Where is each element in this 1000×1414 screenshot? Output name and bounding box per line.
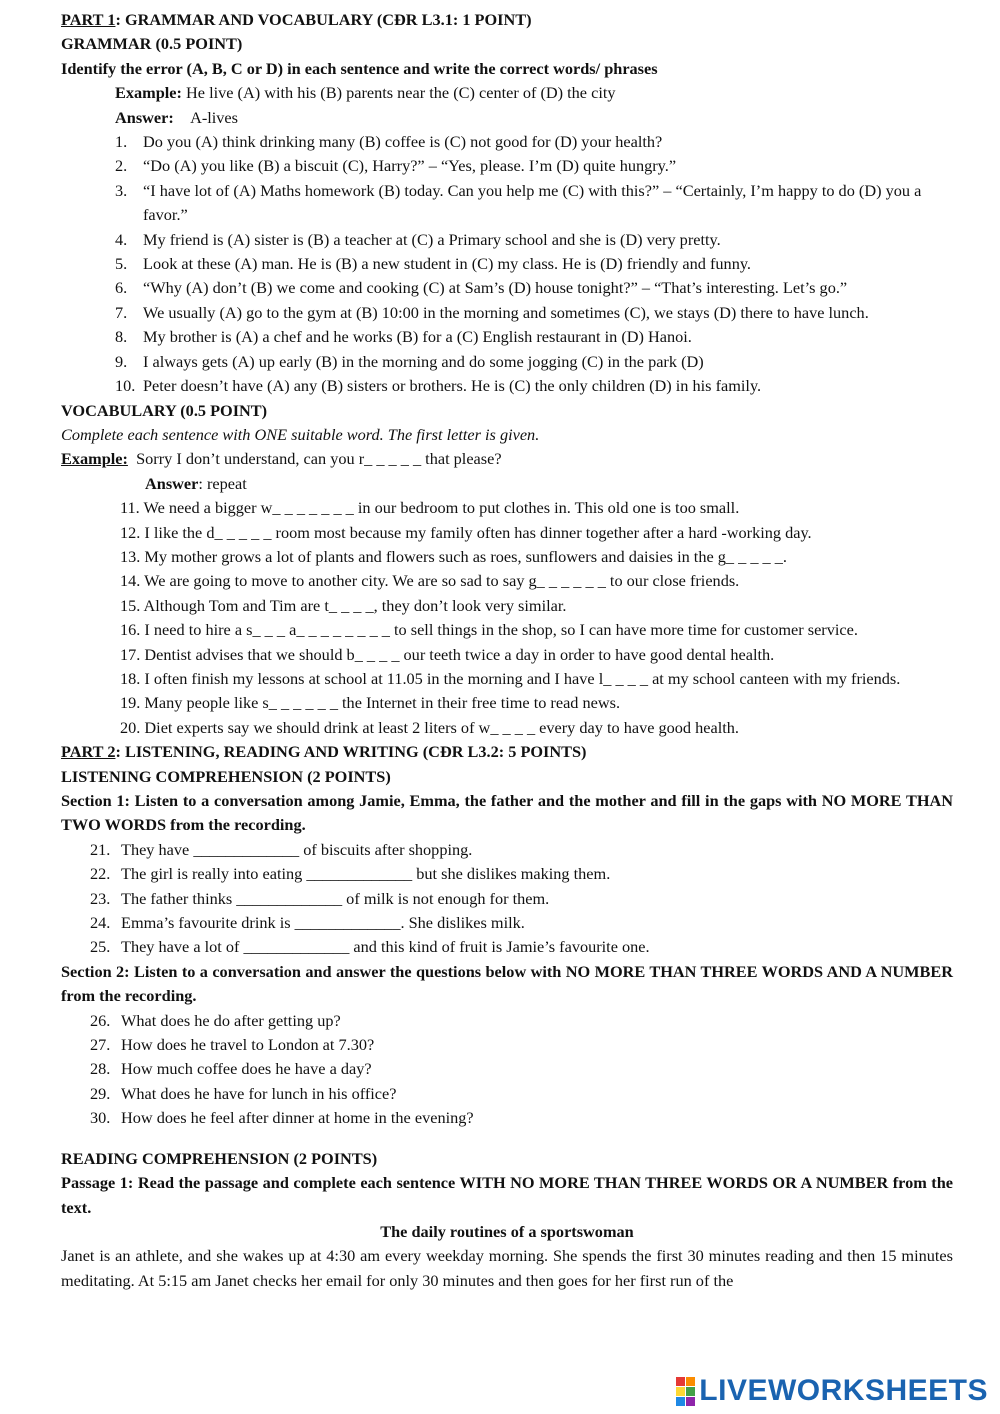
part2-label: PART 2 (61, 742, 116, 762)
liveworksheets-logo-icon (676, 1377, 695, 1406)
grammar-item: 8. My brother is (A) a chef and he works (B) for a (C) English restaurant in (D) Hanoi. (115, 327, 692, 347)
grammar-item: 5. Look at these (A) man. He is (B) a new student in (C) my class. He is (D) friendly and funny. (115, 254, 751, 274)
grammar-item: 9. I always gets (A) up early (B) in the morning and do some jogging (C) in the park (D) (115, 351, 704, 371)
listening-item: 25. They have a lot of _____________ and this kind of fruit is Jamie’s favourite one. (90, 937, 650, 957)
vocabulary-item: 11. We need a bigger w_ _ _ _ _ _ _ in our bedroom to put clothes in. This old one is too small. (120, 498, 740, 518)
grammar-heading: GRAMMAR (0.5 POINT) (61, 34, 243, 54)
vocabulary-item: 18. I often finish my lessons at school at 11.05 in the morning and I have l_ _ _ _ at my school canteen with my friends. (120, 668, 901, 688)
vocabulary-example: Example: Sorry I don’t understand, can you r_ _ _ _ _ that please? (61, 449, 502, 469)
vocabulary-instruction: Complete each sentence with ONE suitable word. The first letter is given. (61, 424, 540, 444)
logo-square (676, 1397, 685, 1406)
grammar-instruction: Identify the error (A, B, C or D) in each sentence and write the correct words/ phrases (61, 58, 658, 78)
vocabulary-item: 12. I like the d_ _ _ _ _ room most because my family often has dinner together after a hard -working day. (120, 522, 812, 542)
listening-item: 29. What does he have for lunch in his office? (90, 1083, 397, 1103)
reading-passage1-instruction: Passage 1: Read the passage and complete each sentence WITH NO MORE THAN THREE WORDS OR A NUMBER from the text. (61, 1173, 953, 1217)
worksheet-page (61, 8, 953, 1293)
grammar-item: 3. “I have lot of (A) Maths homework (B) today. Can you help me (C) with this?” – “Certainly, I’m happy to do (D) you a favor.” (115, 180, 922, 225)
listening-item: 26. What does he do after getting up? (90, 1010, 341, 1030)
logo-square (686, 1387, 695, 1396)
listening-item: 30. How does he feel after dinner at home in the evening? (90, 1108, 474, 1128)
listening-section1-list (61, 838, 953, 960)
grammar-item: 7. We usually (A) go to the gym at (B) 10:00 in the morning and sometimes (C), we stays (D) there to have lunch. (115, 302, 869, 322)
vocabulary-item: 13. My mother grows a lot of plants and flowers such as roes, sunflowers and daisies in the g_ _ _ _ _. (120, 546, 787, 566)
vocabulary-item: 16. I need to hire a s_ _ _ a_ _ _ _ _ _ _ _ to sell things in the shop, so I can have more time for customer service. (120, 620, 858, 640)
listening-item: 22. The girl is really into eating _____________ but she dislikes making them. (90, 864, 611, 884)
vocabulary-heading: VOCABULARY (0.5 POINT) (61, 400, 268, 420)
part1-heading: PART 1: GRAMMAR AND VOCABULARY (CĐR L3.1: 1 POINT) (61, 10, 532, 29)
vocabulary-item: 15. Although Tom and Tim are t_ _ _ _, they don’t look very similar. (120, 595, 567, 615)
liveworksheets-logo (676, 1374, 988, 1408)
grammar-item: 10. Peter doesn’t have (A) any (B) sisters or brothers. He is (C) the only children (D) in his family. (115, 376, 762, 396)
vocabulary-example-answer: Answer: repeat (145, 473, 247, 493)
logo-square (676, 1387, 685, 1396)
part1-label: PART 1 (61, 10, 116, 29)
listening-section2-instruction: Section 2: Listen to a conversation and answer the questions below with NO MORE THAN THREE WORDS AND A NUMBER from the recording. (61, 961, 953, 1006)
grammar-item: 4. My friend is (A) sister is (B) a teacher at (C) a Primary school and she is (D) very pretty. (115, 229, 721, 249)
grammar-list (61, 130, 953, 398)
liveworksheets-logo-text: LIVEWORKSHEETS (699, 1374, 988, 1408)
listening-item: 21. They have _____________ of biscuits after shopping. (90, 839, 473, 859)
vocabulary-item: 20. Diet experts say we should drink at least 2 liters of w_ _ _ _ every day to have good health. (120, 717, 739, 737)
vocabulary-list (61, 496, 953, 740)
grammar-example-answer: Answer: A-lives (115, 107, 238, 127)
grammar-example: Example: He live (A) with his (B) parents near the (C) center of (D) the city (115, 83, 616, 103)
part2-heading: PART 2: LISTENING, READING AND WRITING (CĐR L3.2: 5 POINTS) (61, 742, 587, 762)
vocabulary-item: 14. We are going to move to another city. We are so sad to say g_ _ _ _ _ _ to our close friends. (120, 571, 740, 591)
grammar-item: 2. “Do (A) you like (B) a biscuit (C), Harry?” – “Yes, please. I’m (D) quite hungry.” (115, 156, 677, 176)
listening-item: 27. How does he travel to London at 7.30? (90, 1035, 375, 1055)
passage-text: Janet is an athlete, and she wakes up at 4:30 am every weekday morning. She spends the first 30 minutes reading and then 15 minutes meditating. At 5:15 am Janet checks her email for only 30 minutes and then goes for her first run of the (61, 1246, 953, 1290)
listening-section2-list (61, 1009, 953, 1131)
logo-square (686, 1377, 695, 1386)
listening-item: 24. Emma’s favourite drink is _____________. She dislikes milk. (90, 913, 525, 933)
grammar-item: 1. Do you (A) think drinking many (B) coffee is (C) not good for (D) your health? (115, 132, 663, 152)
listening-item: 23. The father thinks _____________ of milk is not enough for them. (90, 888, 550, 908)
vocabulary-item: 19. Many people like s_ _ _ _ _ _ the Internet in their free time to read news. (120, 693, 621, 713)
logo-square (676, 1377, 685, 1386)
logo-square (686, 1397, 695, 1406)
listening-section1-instruction: Section 1: Listen to a conversation among Jamie, Emma, the father and the mother and fill in the gaps with NO MORE THAN TWO WORDS from the recording. (61, 791, 953, 835)
reading-heading: READING COMPREHENSION (2 POINTS) (61, 1148, 378, 1168)
grammar-item: 6. “Why (A) don’t (B) we come and cooking (C) at Sam’s (D) house tonight?” – “That’s interesting. Let’s go.” (115, 278, 848, 298)
listening-item: 28. How much coffee does he have a day? (90, 1059, 372, 1079)
vocabulary-item: 17. Dentist advises that we should b_ _ _ _ our teeth twice a day in order to have good dental health. (120, 644, 775, 664)
listening-heading: LISTENING COMPREHENSION (2 POINTS) (61, 766, 391, 786)
passage-title: The daily routines of a sportswoman (380, 1221, 634, 1241)
